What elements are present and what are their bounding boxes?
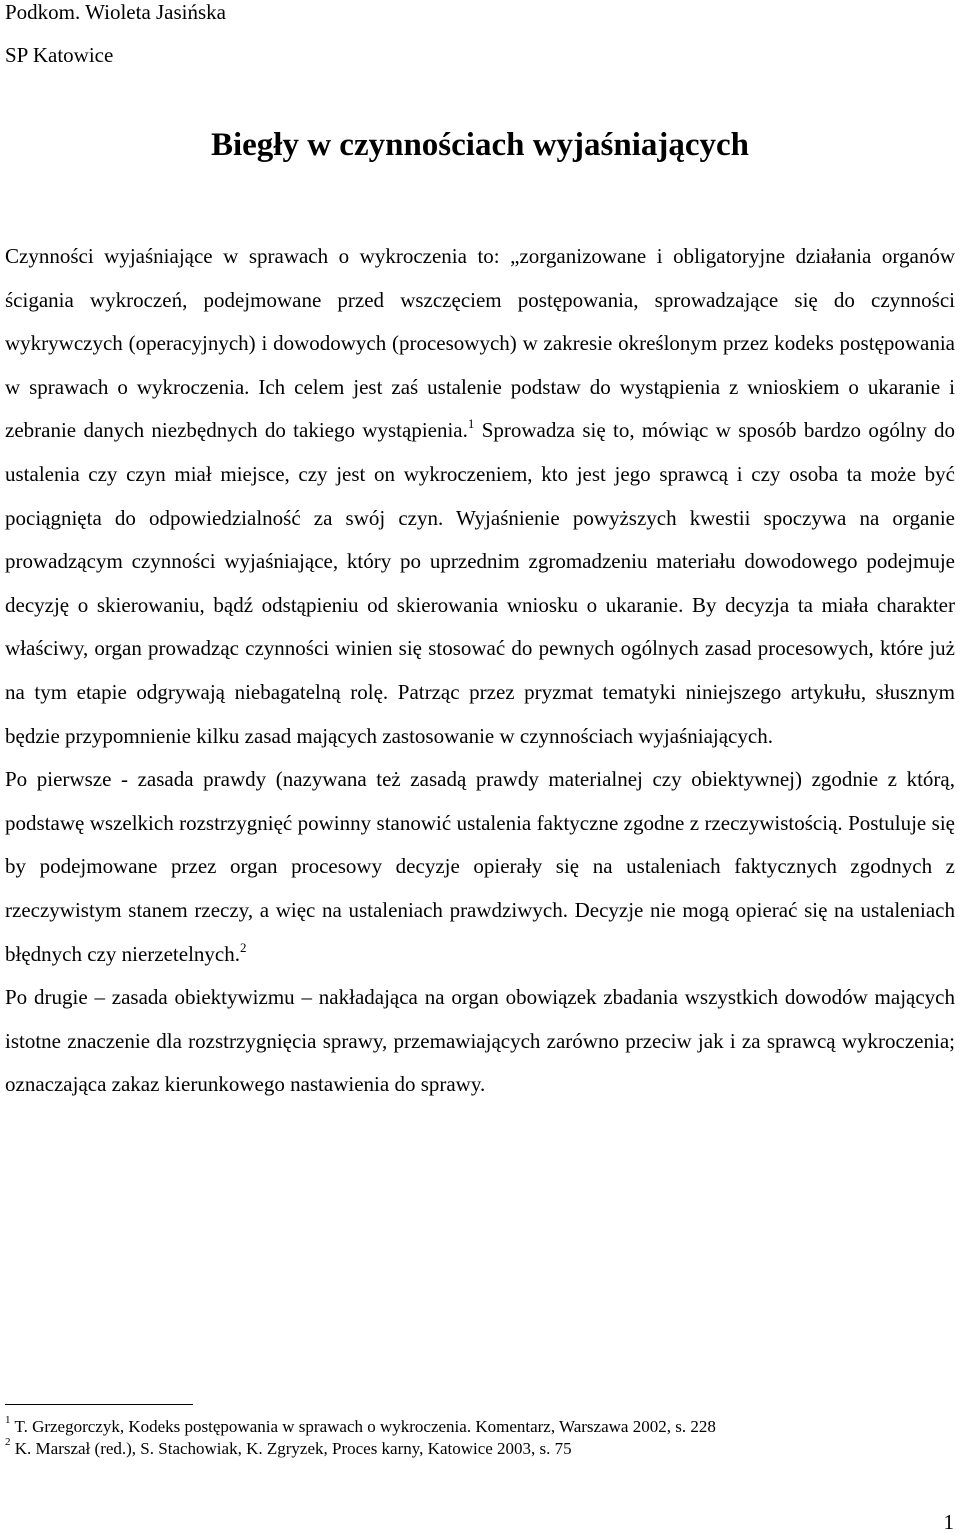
footnotes	[5, 1416, 716, 1460]
page-number: 1	[943, 1510, 954, 1534]
paragraph-1-part-1: Czynności wyjaśniające w sprawach o wykroczenia to: „zorganizowane i obligatoryjne działania organów ścigania wykroczeń, podejmowane przed wszczęciem postępowania, sprowadzające się do czynności wykrywczych (operacyjnych) i dowodowych (procesowych) w zakresie określonym przez kodeks postępowania w sprawach o wykroczenia. Ich celem jest zaś ustalenie podstaw do wystąpienia z wnioskiem o ukaranie i zebranie danych niezbędnych do takiego wystąpienia.	[5, 244, 955, 443]
document-body	[5, 235, 955, 1107]
footnote-2	[5, 1438, 716, 1460]
paragraph-1-part-2: Sprowadza się to, mówiąc w sposób bardzo ogólny do ustalenia czy czyn miał miejsce, czy jest on wykroczeniem, kto jest jego sprawcą i czy osoba ta może być pociągnięta do odpowiedzialność za swój czyn. Wyjaśnienie powyższych kwestii spoczywa na organie prowadzącym czynności wyjaśniające, który po uprzednim zgromadzeniu materiału dowodowego podejmuje decyzję o skierowaniu, bądź odstąpieniu od skierowania wniosku o ukaranie. By decyzja ta miała charakter właściwy, organ prowadząc czynności winien się stosować do pewnych ogólnych zasad procesowych, które już na tym etapie odgrywają niebagatelną rolę. Patrząc przez pryzmat tematyki niniejszego artykułu, słusznym będzie przypomnienie kilku zasad mających zastosowanie w czynnościach wyjaśniających.	[5, 418, 955, 748]
footnote-1	[5, 1416, 716, 1438]
paragraph-3	[5, 976, 955, 1107]
paragraph-3-text: Po drugie – zasada obiektywizmu – nakładająca na organ obowiązek zbadania wszystkich dowodów mających istotne znaczenie dla rozstrzygnięcia sprawy, przemawiających zarówno przeciw jak i za sprawcą wykroczenia; oznaczająca zakaz kierunkowego nastawienia do sprawy.	[5, 985, 955, 1097]
footnote-2-number: 2	[5, 1436, 11, 1449]
paragraph-2-text: Po pierwsze - zasada prawdy (nazywana też zasadą prawdy materialnej czy obiektywnej) zgodnie z którą, podstawę wszelkich rozstrzygnięć powinny stanowić ustalenia faktyczne zgodne z rzeczywistością. Postuluje się by podejmowane przez organ procesowy decyzje opierały się na ustaleniach faktycznych zgodnych z rzeczywistym stanem rzeczy, a więc na ustaleniach prawdziwych. Decyzje nie mogą opierać się na ustaleniach błędnych czy nierzetelnych.	[5, 767, 955, 966]
author-line: Podkom. Wioleta Jasińska	[5, 0, 227, 24]
footnote-1-number: 1	[5, 1414, 11, 1427]
document-title: Biegły w czynnościach wyjaśniających	[210, 127, 750, 163]
footnote-ref-2: 2	[239, 939, 247, 955]
paragraph-2	[5, 758, 955, 976]
footnote-2-text: K. Marszał (red.), S. Stachowiak, K. Zgryzek, Proces karny, Katowice 2003, s. 75	[14, 1439, 572, 1458]
footnote-1-text: T. Grzegorczyk, Kodeks postępowania w sprawach o wykroczenia. Komentarz, Warszawa 2002, s. 228	[14, 1417, 716, 1436]
footnote-ref-1: 1	[467, 416, 475, 432]
footnote-separator	[5, 1404, 193, 1405]
school-line: SP Katowice	[5, 43, 114, 67]
paragraph-1	[5, 235, 955, 758]
